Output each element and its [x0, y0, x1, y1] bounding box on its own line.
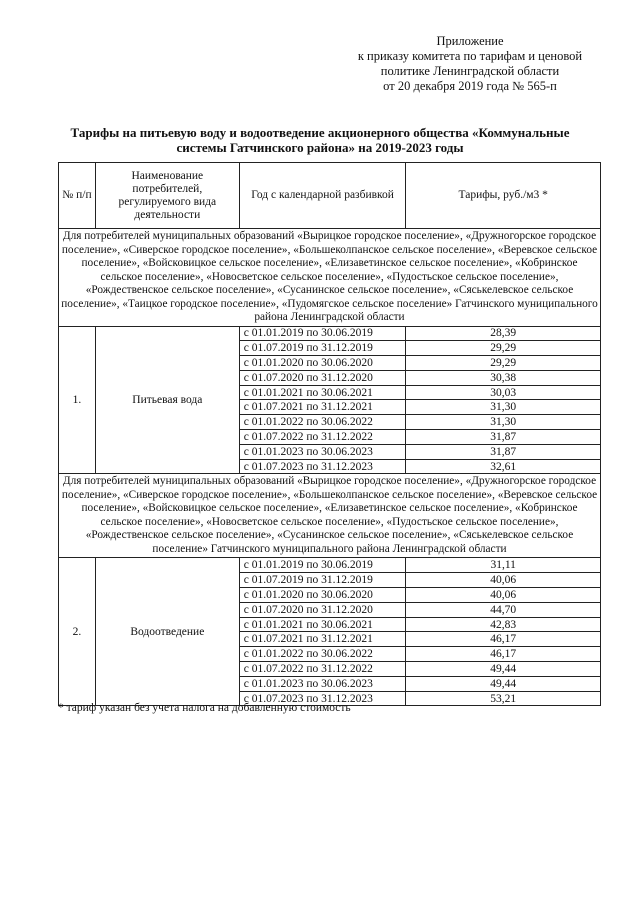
section-note: Для потребителей муниципальных образований «Вырицкое городское поселение», «Дружногорское городское поселение», «Сиверское городское поселение», «Большеколпанское сельское поселение», «Веревское сельское поселение», «Войсковицкое сельское поселение», «Елизаветинское сельское поселение», «Кобринское сельское поселение», «Новосветское сельское поселение», «Пудостьское сельское поселение», «Рождественское сельское поселение», «Сусанинское сельское поселение», «Сяськелевское сельское поселение», «Таицкое городское поселение», «Пудомягское сельское поселение» Гатчинского муниципального района Ленинградской области [59, 229, 601, 327]
period-cell: с 01.01.2023 по 30.06.2023 [239, 676, 406, 691]
tariff-value-cell: 29,29 [406, 341, 601, 356]
header-tariff: Тарифы, руб./м3 * [406, 163, 601, 229]
tariff-value-cell: 31,87 [406, 430, 601, 445]
tariff-value-cell: 40,06 [406, 573, 601, 588]
tariff-value-cell: 53,21 [406, 691, 601, 706]
tariff-value-cell: 46,17 [406, 632, 601, 647]
period-cell: с 01.07.2021 по 31.12.2021 [239, 632, 406, 647]
period-cell: с 01.07.2019 по 31.12.2019 [239, 573, 406, 588]
header-num: № п/п [59, 163, 96, 229]
service-number: 2. [59, 558, 96, 706]
header-period: Год с календарной разбивкой [239, 163, 406, 229]
footnote: * тариф указан без учета налога на добавленную стоимость [58, 702, 351, 714]
table-row [59, 326, 601, 341]
period-cell: с 01.01.2020 по 30.06.2020 [239, 356, 406, 371]
tariff-value-cell: 46,17 [406, 647, 601, 662]
period-cell: с 01.01.2022 по 30.06.2022 [239, 647, 406, 662]
appendix-line-4: от 20 декабря 2019 года № 565-п [383, 79, 557, 93]
period-cell: с 01.01.2019 по 30.06.2019 [239, 558, 406, 573]
tariff-value-cell: 44,70 [406, 602, 601, 617]
table-row [59, 558, 601, 573]
section-note-row [59, 229, 601, 327]
header-row [59, 163, 601, 229]
tariff-value-cell: 31,11 [406, 558, 601, 573]
tariff-value-cell: 32,61 [406, 459, 601, 474]
tariff-value-cell: 31,30 [406, 415, 601, 430]
period-cell: с 01.07.2022 по 31.12.2022 [239, 430, 406, 445]
section-note: Для потребителей муниципальных образований «Вырицкое городское поселение», «Дружногорское городское поселение», «Сиверское городское поселение», «Большеколпанское сельское поселение», «Веревское сельское поселение», «Войсковицкое сельское поселение», «Елизаветинское сельское поселение», «Кобринское сельское поселение», «Новосветское сельское поселение», «Пудостьское сельское поселение», «Рождественское сельское поселение», «Сусанинское сельское поселение», «Сяськелевское сельское поселение» Гатчинского муниципального района Ленинградской области [59, 474, 601, 558]
tariff-table [58, 162, 601, 706]
tariff-value-cell: 28,39 [406, 326, 601, 341]
tariff-value-cell: 29,29 [406, 356, 601, 371]
title-line-1: Тарифы на питьевую воду и водоотведение акционерного общества «Коммунальные [70, 125, 570, 140]
period-cell: с 01.07.2023 по 31.12.2023 [239, 459, 406, 474]
service-number: 1. [59, 326, 96, 474]
service-name: Питьевая вода [95, 326, 239, 474]
period-cell: с 01.07.2020 по 31.12.2020 [239, 370, 406, 385]
period-cell: с 01.07.2021 по 31.12.2021 [239, 400, 406, 415]
tariff-value-cell: 49,44 [406, 676, 601, 691]
period-cell: с 01.01.2021 по 30.06.2021 [239, 385, 406, 400]
period-cell: с 01.07.2023 по 31.12.2023 [239, 691, 406, 706]
period-cell: с 01.07.2022 по 31.12.2022 [239, 662, 406, 677]
period-cell: с 01.01.2019 по 30.06.2019 [239, 326, 406, 341]
title-line-2: системы Гатчинского района» на 2019-2023 годы [176, 140, 464, 155]
tariff-value-cell: 30,38 [406, 370, 601, 385]
period-cell: с 01.07.2020 по 31.12.2020 [239, 602, 406, 617]
service-name: Водоотведение [95, 558, 239, 706]
appendix-line-1: Приложение [436, 34, 504, 48]
period-cell: с 01.01.2023 по 30.06.2023 [239, 444, 406, 459]
tariff-value-cell: 31,30 [406, 400, 601, 415]
period-cell: с 01.01.2020 по 30.06.2020 [239, 588, 406, 603]
section-note-row [59, 474, 601, 558]
tariff-value-cell: 40,06 [406, 588, 601, 603]
tariff-value-cell: 30,03 [406, 385, 601, 400]
appendix-block [340, 34, 600, 94]
tariff-value-cell: 31,87 [406, 444, 601, 459]
tariff-value-cell: 42,83 [406, 617, 601, 632]
appendix-line-2: к приказу комитета по тарифам и ценовой [357, 49, 583, 63]
period-cell: с 01.01.2021 по 30.06.2021 [239, 617, 406, 632]
period-cell: с 01.07.2019 по 31.12.2019 [239, 341, 406, 356]
period-cell: с 01.01.2022 по 30.06.2022 [239, 415, 406, 430]
document-title [60, 125, 580, 155]
tariff-value-cell: 49,44 [406, 662, 601, 677]
header-consumer: Наименование потребителей, регулируемого вида деятельности [95, 163, 239, 229]
appendix-line-3: политике Ленинградской области [380, 64, 560, 78]
